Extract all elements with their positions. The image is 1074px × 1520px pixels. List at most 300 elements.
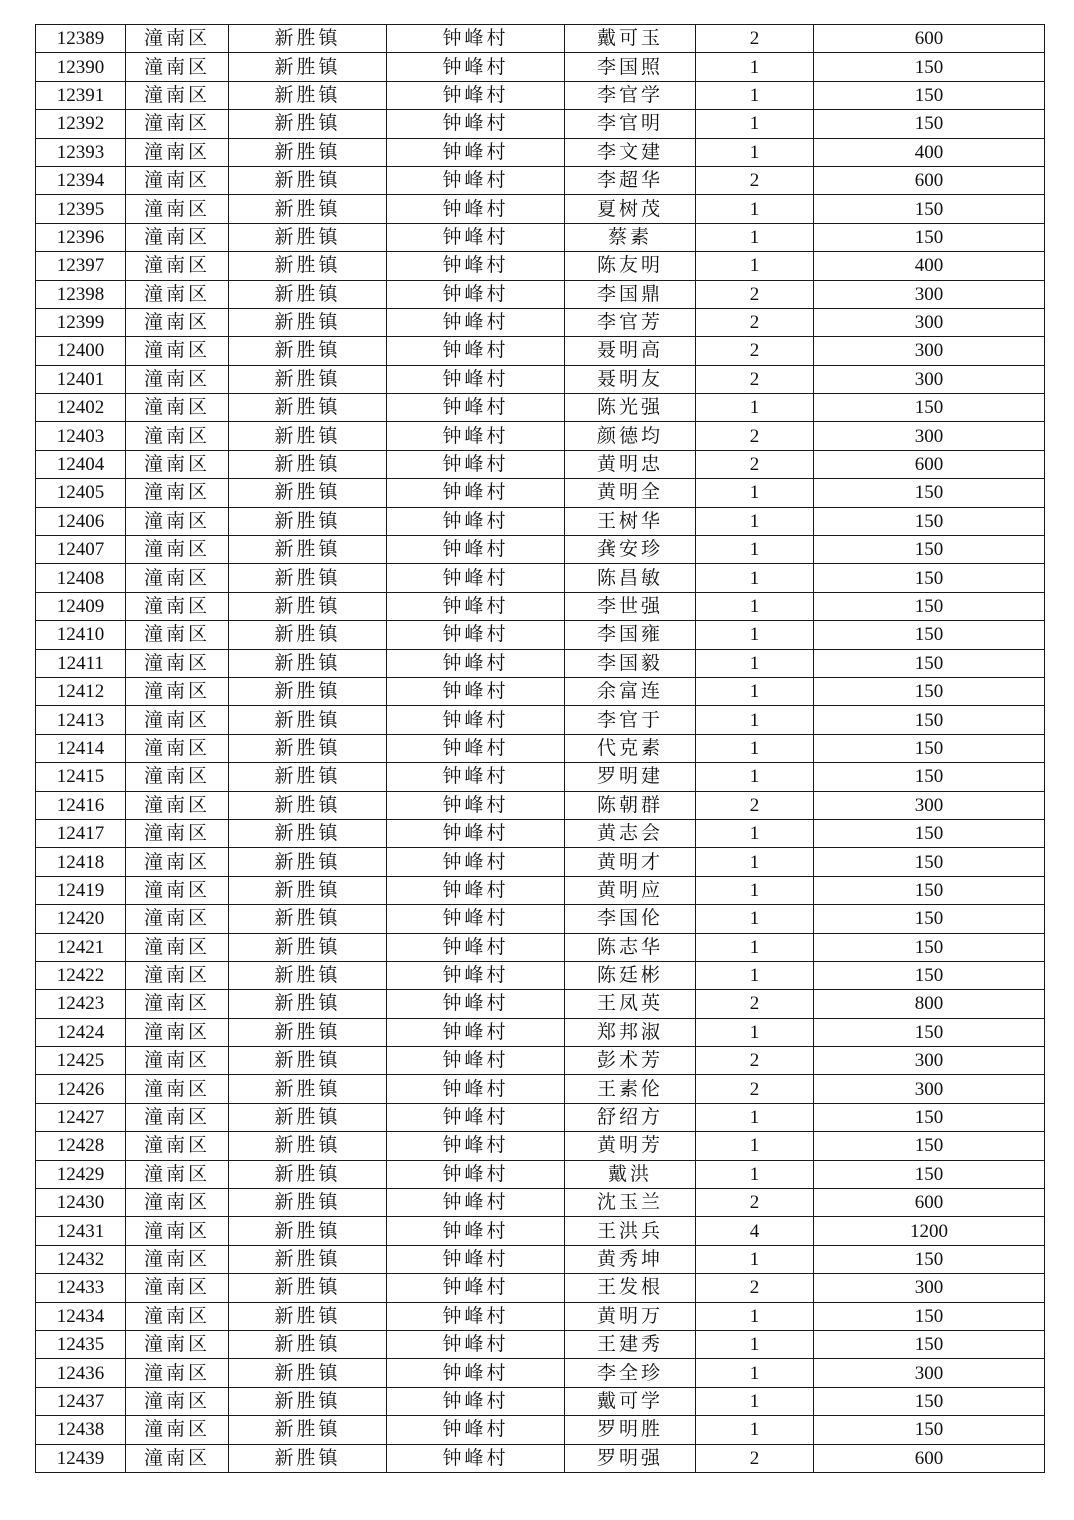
name-cell: 李官明 [565, 110, 696, 138]
row-number-cell: 12430 [36, 1189, 126, 1217]
village-cell: 钟峰村 [387, 1047, 565, 1075]
village-cell: 钟峰村 [387, 25, 565, 53]
name-cell: 陈志华 [565, 933, 696, 961]
amount-cell: 150 [814, 706, 1045, 734]
district-cell: 潼南区 [126, 1189, 229, 1217]
district-cell: 潼南区 [126, 337, 229, 365]
town-cell: 新胜镇 [229, 450, 387, 478]
village-cell: 钟峰村 [387, 138, 565, 166]
name-cell: 李全珍 [565, 1359, 696, 1387]
district-cell: 潼南区 [126, 53, 229, 81]
district-cell: 潼南区 [126, 81, 229, 109]
count-cell: 1 [696, 1387, 814, 1415]
name-cell: 李国照 [565, 53, 696, 81]
count-cell: 1 [696, 1416, 814, 1444]
district-cell: 潼南区 [126, 166, 229, 194]
town-cell: 新胜镇 [229, 138, 387, 166]
table-row [36, 337, 1045, 365]
village-cell: 钟峰村 [387, 1274, 565, 1302]
count-cell: 1 [696, 1160, 814, 1188]
village-cell: 钟峰村 [387, 1217, 565, 1245]
row-number-cell: 12395 [36, 195, 126, 223]
count-cell: 2 [696, 1444, 814, 1472]
row-number-cell: 12437 [36, 1387, 126, 1415]
row-number-cell: 12408 [36, 564, 126, 592]
table-row [36, 1075, 1045, 1103]
table-row [36, 1444, 1045, 1472]
amount-cell: 150 [814, 53, 1045, 81]
table-body [36, 25, 1045, 1473]
name-cell: 戴可学 [565, 1387, 696, 1415]
count-cell: 1 [696, 1132, 814, 1160]
row-number-cell: 12397 [36, 252, 126, 280]
name-cell: 聂明高 [565, 337, 696, 365]
amount-cell: 600 [814, 1444, 1045, 1472]
row-number-cell: 12420 [36, 905, 126, 933]
table-row [36, 394, 1045, 422]
village-cell: 钟峰村 [387, 706, 565, 734]
row-number-cell: 12406 [36, 507, 126, 535]
table-row [36, 308, 1045, 336]
village-cell: 钟峰村 [387, 1416, 565, 1444]
table-row [36, 166, 1045, 194]
village-cell: 钟峰村 [387, 110, 565, 138]
town-cell: 新胜镇 [229, 308, 387, 336]
count-cell: 1 [696, 1330, 814, 1358]
town-cell: 新胜镇 [229, 592, 387, 620]
town-cell: 新胜镇 [229, 933, 387, 961]
town-cell: 新胜镇 [229, 1075, 387, 1103]
table-row [36, 365, 1045, 393]
district-cell: 潼南区 [126, 308, 229, 336]
village-cell: 钟峰村 [387, 1302, 565, 1330]
district-cell: 潼南区 [126, 1274, 229, 1302]
name-cell: 李超华 [565, 166, 696, 194]
row-number-cell: 12426 [36, 1075, 126, 1103]
table-row [36, 791, 1045, 819]
town-cell: 新胜镇 [229, 564, 387, 592]
town-cell: 新胜镇 [229, 536, 387, 564]
row-number-cell: 12391 [36, 81, 126, 109]
name-cell: 黄明才 [565, 848, 696, 876]
row-number-cell: 12438 [36, 1416, 126, 1444]
district-cell: 潼南区 [126, 479, 229, 507]
district-cell: 潼南区 [126, 734, 229, 762]
village-cell: 钟峰村 [387, 621, 565, 649]
name-cell: 黄明全 [565, 479, 696, 507]
district-cell: 潼南区 [126, 1132, 229, 1160]
count-cell: 1 [696, 876, 814, 904]
row-number-cell: 12427 [36, 1103, 126, 1131]
name-cell: 戴洪 [565, 1160, 696, 1188]
table-row [36, 1132, 1045, 1160]
village-cell: 钟峰村 [387, 592, 565, 620]
row-number-cell: 12436 [36, 1359, 126, 1387]
town-cell: 新胜镇 [229, 81, 387, 109]
district-cell: 潼南区 [126, 1047, 229, 1075]
count-cell: 1 [696, 592, 814, 620]
table-row [36, 649, 1045, 677]
district-cell: 潼南区 [126, 110, 229, 138]
town-cell: 新胜镇 [229, 110, 387, 138]
town-cell: 新胜镇 [229, 1103, 387, 1131]
town-cell: 新胜镇 [229, 990, 387, 1018]
village-cell: 钟峰村 [387, 394, 565, 422]
district-cell: 潼南区 [126, 791, 229, 819]
amount-cell: 150 [814, 1160, 1045, 1188]
district-cell: 潼南区 [126, 365, 229, 393]
row-number-cell: 12428 [36, 1132, 126, 1160]
name-cell: 夏树茂 [565, 195, 696, 223]
count-cell: 1 [696, 819, 814, 847]
name-cell: 代克素 [565, 734, 696, 762]
village-cell: 钟峰村 [387, 53, 565, 81]
village-cell: 钟峰村 [387, 1387, 565, 1415]
town-cell: 新胜镇 [229, 649, 387, 677]
name-cell: 李国伦 [565, 905, 696, 933]
town-cell: 新胜镇 [229, 1217, 387, 1245]
village-cell: 钟峰村 [387, 1132, 565, 1160]
count-cell: 2 [696, 791, 814, 819]
town-cell: 新胜镇 [229, 25, 387, 53]
table-row [36, 25, 1045, 53]
town-cell: 新胜镇 [229, 876, 387, 904]
village-cell: 钟峰村 [387, 961, 565, 989]
amount-cell: 150 [814, 649, 1045, 677]
row-number-cell: 12429 [36, 1160, 126, 1188]
district-cell: 潼南区 [126, 422, 229, 450]
table-row [36, 536, 1045, 564]
table-row [36, 223, 1045, 251]
district-cell: 潼南区 [126, 706, 229, 734]
name-cell: 王树华 [565, 507, 696, 535]
town-cell: 新胜镇 [229, 848, 387, 876]
name-cell: 颜德均 [565, 422, 696, 450]
table-row [36, 450, 1045, 478]
count-cell: 1 [696, 252, 814, 280]
table-row [36, 1189, 1045, 1217]
table-row [36, 734, 1045, 762]
town-cell: 新胜镇 [229, 422, 387, 450]
row-number-cell: 12398 [36, 280, 126, 308]
table-row [36, 1160, 1045, 1188]
district-cell: 潼南区 [126, 961, 229, 989]
amount-cell: 150 [814, 564, 1045, 592]
village-cell: 钟峰村 [387, 734, 565, 762]
name-cell: 李国鼎 [565, 280, 696, 308]
table-row [36, 1274, 1045, 1302]
count-cell: 2 [696, 1274, 814, 1302]
count-cell: 1 [696, 81, 814, 109]
name-cell: 黄明万 [565, 1302, 696, 1330]
name-cell: 蔡素 [565, 223, 696, 251]
town-cell: 新胜镇 [229, 166, 387, 194]
row-number-cell: 12432 [36, 1245, 126, 1273]
name-cell: 黄秀坤 [565, 1245, 696, 1273]
row-number-cell: 12399 [36, 308, 126, 336]
village-cell: 钟峰村 [387, 819, 565, 847]
amount-cell: 300 [814, 422, 1045, 450]
amount-cell: 150 [814, 905, 1045, 933]
town-cell: 新胜镇 [229, 1330, 387, 1358]
district-cell: 潼南区 [126, 1416, 229, 1444]
name-cell: 黄明忠 [565, 450, 696, 478]
name-cell: 陈友明 [565, 252, 696, 280]
count-cell: 2 [696, 1047, 814, 1075]
table-row [36, 138, 1045, 166]
district-cell: 潼南区 [126, 1359, 229, 1387]
village-cell: 钟峰村 [387, 791, 565, 819]
town-cell: 新胜镇 [229, 394, 387, 422]
town-cell: 新胜镇 [229, 706, 387, 734]
row-number-cell: 12401 [36, 365, 126, 393]
row-number-cell: 12416 [36, 791, 126, 819]
district-cell: 潼南区 [126, 1217, 229, 1245]
name-cell: 王发根 [565, 1274, 696, 1302]
district-cell: 潼南区 [126, 138, 229, 166]
amount-cell: 300 [814, 1075, 1045, 1103]
row-number-cell: 12424 [36, 1018, 126, 1046]
count-cell: 2 [696, 450, 814, 478]
amount-cell: 150 [814, 394, 1045, 422]
row-number-cell: 12404 [36, 450, 126, 478]
table-row [36, 1245, 1045, 1273]
village-cell: 钟峰村 [387, 1075, 565, 1103]
name-cell: 李官芳 [565, 308, 696, 336]
table-row [36, 422, 1045, 450]
village-cell: 钟峰村 [387, 848, 565, 876]
table-row [36, 1416, 1045, 1444]
village-cell: 钟峰村 [387, 337, 565, 365]
district-cell: 潼南区 [126, 394, 229, 422]
name-cell: 王素伦 [565, 1075, 696, 1103]
name-cell: 陈昌敏 [565, 564, 696, 592]
count-cell: 2 [696, 166, 814, 194]
table-row [36, 819, 1045, 847]
count-cell: 2 [696, 337, 814, 365]
row-number-cell: 12410 [36, 621, 126, 649]
village-cell: 钟峰村 [387, 1018, 565, 1046]
amount-cell: 150 [814, 677, 1045, 705]
name-cell: 黄志会 [565, 819, 696, 847]
row-number-cell: 12418 [36, 848, 126, 876]
table-row [36, 592, 1045, 620]
village-cell: 钟峰村 [387, 933, 565, 961]
town-cell: 新胜镇 [229, 337, 387, 365]
table-row [36, 961, 1045, 989]
name-cell: 李官学 [565, 81, 696, 109]
village-cell: 钟峰村 [387, 1330, 565, 1358]
name-cell: 王凤英 [565, 990, 696, 1018]
village-cell: 钟峰村 [387, 763, 565, 791]
amount-cell: 150 [814, 848, 1045, 876]
row-number-cell: 12421 [36, 933, 126, 961]
village-cell: 钟峰村 [387, 1359, 565, 1387]
name-cell: 黄明应 [565, 876, 696, 904]
amount-cell: 150 [814, 223, 1045, 251]
town-cell: 新胜镇 [229, 763, 387, 791]
amount-cell: 300 [814, 280, 1045, 308]
count-cell: 1 [696, 734, 814, 762]
amount-cell: 300 [814, 1047, 1045, 1075]
row-number-cell: 12434 [36, 1302, 126, 1330]
district-cell: 潼南区 [126, 1103, 229, 1131]
town-cell: 新胜镇 [229, 621, 387, 649]
district-cell: 潼南区 [126, 848, 229, 876]
district-cell: 潼南区 [126, 450, 229, 478]
row-number-cell: 12400 [36, 337, 126, 365]
count-cell: 1 [696, 564, 814, 592]
district-cell: 潼南区 [126, 280, 229, 308]
town-cell: 新胜镇 [229, 53, 387, 81]
name-cell: 沈玉兰 [565, 1189, 696, 1217]
amount-cell: 800 [814, 990, 1045, 1018]
row-number-cell: 12423 [36, 990, 126, 1018]
amount-cell: 400 [814, 138, 1045, 166]
row-number-cell: 12414 [36, 734, 126, 762]
district-cell: 潼南区 [126, 25, 229, 53]
village-cell: 钟峰村 [387, 365, 565, 393]
table-row [36, 933, 1045, 961]
table-row [36, 564, 1045, 592]
name-cell: 余富连 [565, 677, 696, 705]
row-number-cell: 12407 [36, 536, 126, 564]
row-number-cell: 12412 [36, 677, 126, 705]
count-cell: 1 [696, 479, 814, 507]
town-cell: 新胜镇 [229, 195, 387, 223]
row-number-cell: 12411 [36, 649, 126, 677]
village-cell: 钟峰村 [387, 422, 565, 450]
table-row [36, 763, 1045, 791]
district-cell: 潼南区 [126, 819, 229, 847]
row-number-cell: 12433 [36, 1274, 126, 1302]
amount-cell: 150 [814, 110, 1045, 138]
amount-cell: 150 [814, 81, 1045, 109]
village-cell: 钟峰村 [387, 81, 565, 109]
district-cell: 潼南区 [126, 1302, 229, 1330]
amount-cell: 150 [814, 1302, 1045, 1330]
amount-cell: 150 [814, 876, 1045, 904]
town-cell: 新胜镇 [229, 1189, 387, 1217]
count-cell: 1 [696, 649, 814, 677]
count-cell: 1 [696, 138, 814, 166]
count-cell: 1 [696, 223, 814, 251]
amount-cell: 150 [814, 933, 1045, 961]
name-cell: 王建秀 [565, 1330, 696, 1358]
name-cell: 陈光强 [565, 394, 696, 422]
village-cell: 钟峰村 [387, 1103, 565, 1131]
village-cell: 钟峰村 [387, 507, 565, 535]
row-number-cell: 12393 [36, 138, 126, 166]
amount-cell: 150 [814, 1018, 1045, 1046]
row-number-cell: 12413 [36, 706, 126, 734]
amount-cell: 600 [814, 166, 1045, 194]
name-cell: 彭术芳 [565, 1047, 696, 1075]
count-cell: 1 [696, 1018, 814, 1046]
town-cell: 新胜镇 [229, 1047, 387, 1075]
amount-cell: 300 [814, 1359, 1045, 1387]
amount-cell: 300 [814, 308, 1045, 336]
district-cell: 潼南区 [126, 1444, 229, 1472]
town-cell: 新胜镇 [229, 1245, 387, 1273]
name-cell: 罗明建 [565, 763, 696, 791]
district-cell: 潼南区 [126, 1160, 229, 1188]
count-cell: 2 [696, 25, 814, 53]
district-cell: 潼南区 [126, 990, 229, 1018]
row-number-cell: 12439 [36, 1444, 126, 1472]
table-row [36, 252, 1045, 280]
town-cell: 新胜镇 [229, 1359, 387, 1387]
name-cell: 王洪兵 [565, 1217, 696, 1245]
amount-cell: 150 [814, 1245, 1045, 1273]
count-cell: 2 [696, 1189, 814, 1217]
village-cell: 钟峰村 [387, 1444, 565, 1472]
row-number-cell: 12435 [36, 1330, 126, 1358]
amount-cell: 150 [814, 1387, 1045, 1415]
district-cell: 潼南区 [126, 564, 229, 592]
row-number-cell: 12417 [36, 819, 126, 847]
table-row [36, 81, 1045, 109]
village-cell: 钟峰村 [387, 536, 565, 564]
amount-cell: 150 [814, 195, 1045, 223]
village-cell: 钟峰村 [387, 649, 565, 677]
amount-cell: 150 [814, 1132, 1045, 1160]
count-cell: 2 [696, 308, 814, 336]
town-cell: 新胜镇 [229, 280, 387, 308]
district-cell: 潼南区 [126, 1075, 229, 1103]
table-row [36, 876, 1045, 904]
count-cell: 1 [696, 53, 814, 81]
count-cell: 1 [696, 961, 814, 989]
village-cell: 钟峰村 [387, 252, 565, 280]
count-cell: 2 [696, 365, 814, 393]
town-cell: 新胜镇 [229, 905, 387, 933]
row-number-cell: 12425 [36, 1047, 126, 1075]
district-cell: 潼南区 [126, 507, 229, 535]
name-cell: 龚安珍 [565, 536, 696, 564]
row-number-cell: 12415 [36, 763, 126, 791]
town-cell: 新胜镇 [229, 365, 387, 393]
district-cell: 潼南区 [126, 677, 229, 705]
district-cell: 潼南区 [126, 905, 229, 933]
table-row [36, 1387, 1045, 1415]
row-number-cell: 12419 [36, 876, 126, 904]
name-cell: 陈朝群 [565, 791, 696, 819]
district-cell: 潼南区 [126, 223, 229, 251]
town-cell: 新胜镇 [229, 1444, 387, 1472]
name-cell: 郑邦淑 [565, 1018, 696, 1046]
village-cell: 钟峰村 [387, 1160, 565, 1188]
count-cell: 1 [696, 763, 814, 791]
village-cell: 钟峰村 [387, 195, 565, 223]
district-cell: 潼南区 [126, 763, 229, 791]
data-table [35, 24, 1045, 1473]
village-cell: 钟峰村 [387, 564, 565, 592]
district-cell: 潼南区 [126, 1330, 229, 1358]
town-cell: 新胜镇 [229, 1132, 387, 1160]
name-cell: 李国毅 [565, 649, 696, 677]
village-cell: 钟峰村 [387, 450, 565, 478]
district-cell: 潼南区 [126, 1018, 229, 1046]
count-cell: 1 [696, 1359, 814, 1387]
town-cell: 新胜镇 [229, 223, 387, 251]
village-cell: 钟峰村 [387, 1189, 565, 1217]
name-cell: 罗明胜 [565, 1416, 696, 1444]
amount-cell: 300 [814, 1274, 1045, 1302]
village-cell: 钟峰村 [387, 308, 565, 336]
amount-cell: 600 [814, 450, 1045, 478]
table-row [36, 479, 1045, 507]
